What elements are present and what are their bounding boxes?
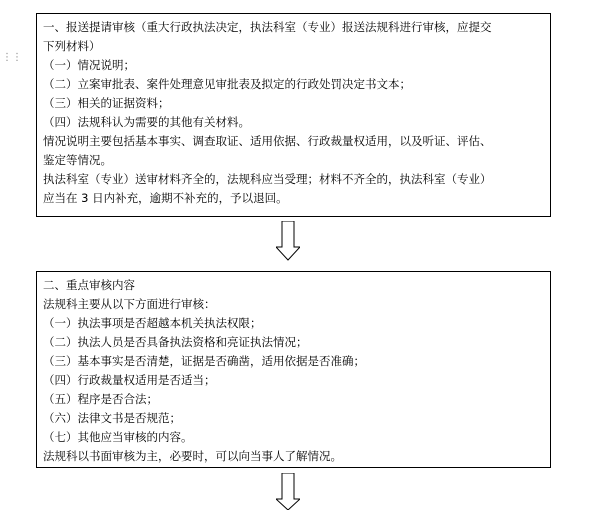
arrow-down-icon [276, 221, 300, 261]
drag-handle-icon[interactable]: ⋮⋮ [2, 52, 22, 63]
box2-line-4: （二）执法人员是否具备执法资格和亮证执法情况； [43, 335, 308, 349]
box1-line-6: （四）法规科认为需要的其他有关材料。 [43, 115, 250, 129]
box1-line-8: 鉴定等情况。 [43, 153, 112, 167]
box1-line-10: 应当在 3 日内补充，逾期不补充的，予以退回。 [43, 191, 288, 205]
box2-line-5: （三）基本事实是否清楚，证据是否确凿，适用依据是否准确； [43, 354, 365, 368]
box2-line-9: （七）其他应当审核的内容。 [43, 430, 193, 444]
step-box-submission [36, 13, 551, 217]
box1-line-5: （三）相关的证据资料； [43, 96, 170, 110]
box2-line-3: （一）执法事项是否超越本机关执法权限； [43, 316, 262, 330]
box2-line-1: 二、重点审核内容 [43, 278, 135, 292]
box2-line-8: （六）法律文书是否规范； [43, 411, 181, 425]
step-box-review [36, 271, 551, 468]
box1-line-3: （一）情况说明； [43, 58, 135, 72]
box1-line-2: 下列材料） [43, 39, 101, 53]
box1-line-7: 情况说明主要包括基本事实、调查取证、适用依据、行政裁量权适用，以及听证、评估、 [43, 134, 492, 148]
box2-line-7: （五）程序是否合法； [43, 392, 158, 406]
box1-line-1: 一、报送提请审核（重大行政执法决定，执法科室（专业）报送法规科进行审核，应提交 [43, 20, 492, 34]
box2-line-6: （四）行政裁量权适用是否适当； [43, 373, 216, 387]
box1-line-9: 执法科室（专业）送审材料齐全的，法规科应当受理；材料不齐全的，执法科室（专业） [43, 172, 492, 186]
box2-line-2: 法规科主要从以下方面进行审核： [43, 297, 216, 311]
box2-line-10: 法规科以书面审核为主，必要时，可以向当事人了解情况。 [43, 449, 342, 463]
box1-line-4: （二）立案审批表、案件处理意见审批表及拟定的行政处罚决定书文本； [43, 77, 411, 91]
arrow-down-icon [276, 473, 300, 510]
